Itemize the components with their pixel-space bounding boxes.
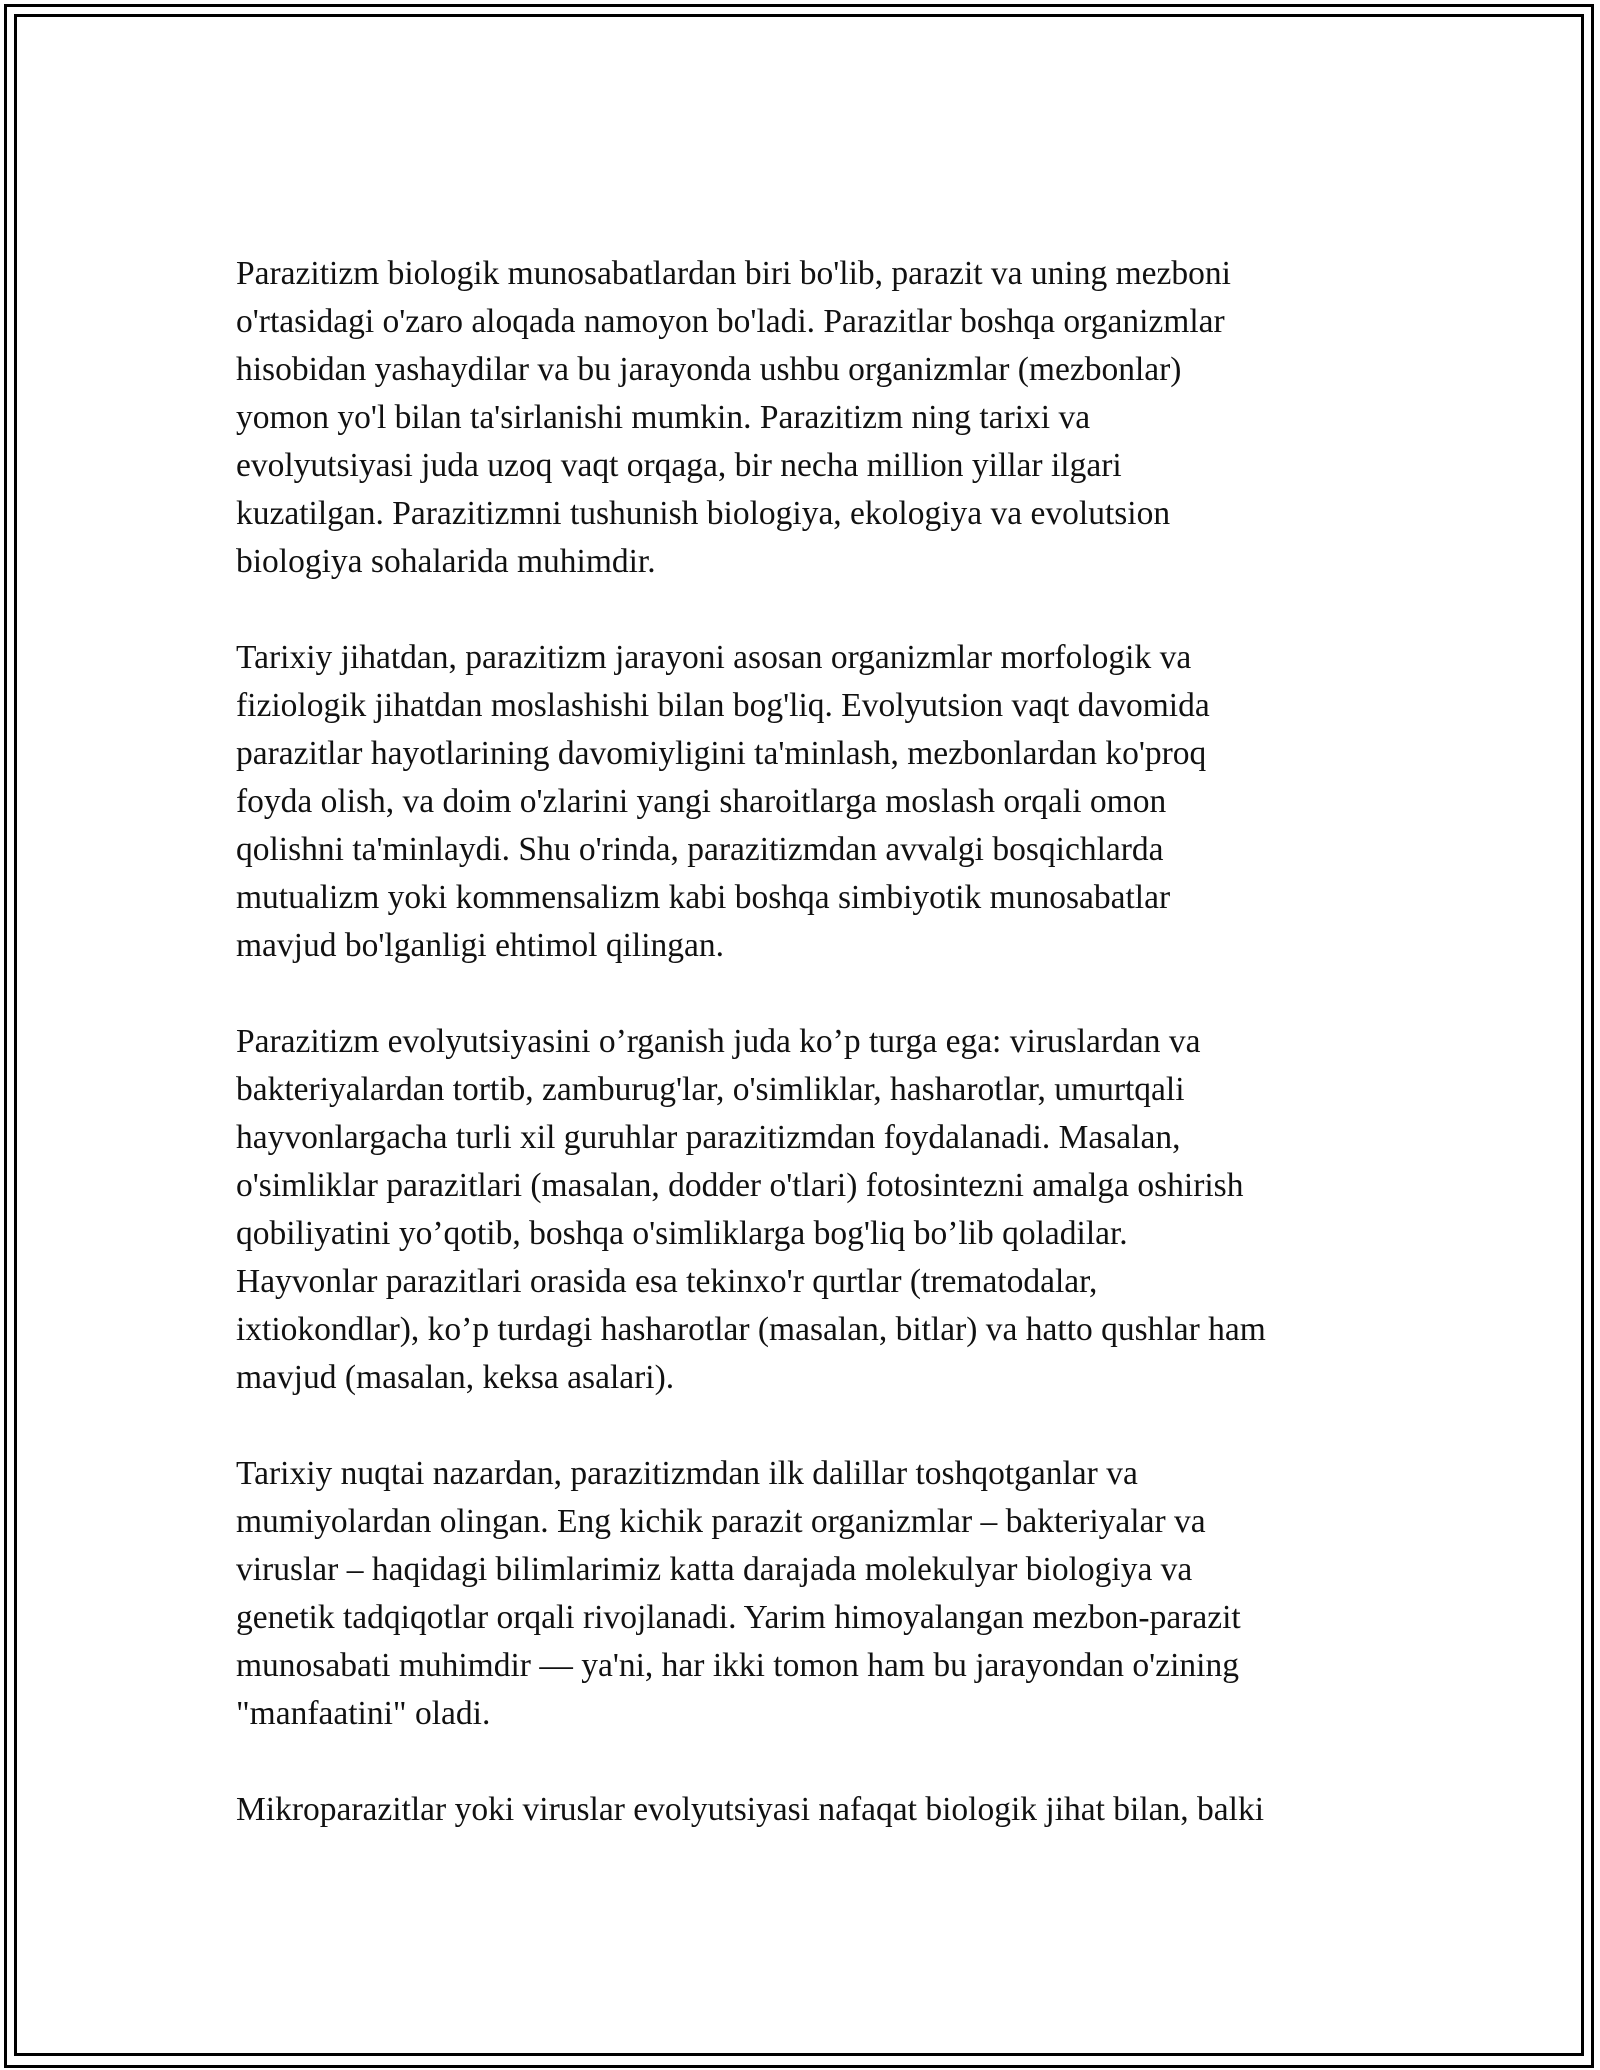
document-body (236, 250, 1376, 1882)
paragraph-2: Tarixiy jihatdan, parazitizm jarayoni asosan organizmlar morfologik va fiziologik jihatdan moslashishi bilan bog'liq. Evolyutsion vaqt davomida parazitlar hayotlarining davomiyligini ta'minlash, mezbonlardan ko'proq foyda olish, va doim o'zlarini yangi sharoitlarga moslash orqali omon qolishni ta'minlaydi. Shu o'rinda, parazitizmdan avvalgi bosqichlarda mutualizm yoki kommensalizm kabi boshqa simbiyotik munosabatlar mavjud bo'lganligi ehtimol qilingan. (236, 639, 1210, 964)
paragraph-4: Tarixiy nuqtai nazardan, parazitizmdan ilk dalillar toshqotganlar va mumiyolardan olingan. Eng kichik parazit organizmlar – bakteriyalar va viruslar – haqidagi bilimlarimiz katta darajada molekulyar biologiya va genetik tadqiqotlar orqali rivojlanadi. Yarim himoyalangan mezbon-parazit munosabati muhimdir — ya'ni, har ikki tomon ham bu jarayondan o'zining "manfaatini" oladi. (236, 1455, 1241, 1732)
paragraph-5: Mikroparazitlar yoki viruslar evolyutsiyasi nafaqat biologik jihat bilan, balki (236, 1791, 1265, 1828)
paragraph-1: Parazitizm biologik munosabatlardan biri bo'lib, parazit va uning mezboni o'rtasidagi o'zaro aloqada namoyon bo'ladi. Parazitlar boshqa organizmlar hisobidan yashaydilar va bu jarayonda ushbu organizmlar (mezbonlar) yomon yo'l bilan ta'sirlanishi mumkin. Parazitizm ning tarixi va evolyutsiyasi juda uzoq vaqt orqaga, bir necha million yillar ilgari kuzatilgan. Parazitizmni tushunish biologiya, ekologiya va evolutsion biologiya sohalarida muhimdir. (236, 255, 1231, 580)
paragraph-3: Parazitizm evolyutsiyasini o’rganish juda ko’p turga ega: viruslardan va bakteriyalardan tortib, zamburug'lar, o'simliklar, hasharotlar, umurtqali hayvonlargacha turli xil guruhlar parazitizmdan foydalanadi. Masalan, o'simliklar parazitlari (masalan, dodder o'tlari) fotosintezni amalga oshirish qobiliyatini yo’qotib, boshqa o'simliklarga bog'liq bo’lib qoladilar. Hayvonlar parazitlari orasida esa tekinxo'r qurtlar (trematodalar, ixtiokondlar), ko’p turdagi hasharotlar (masalan, bitlar) va hatto qushlar ham mavjud (masalan, keksa asalari). (236, 1023, 1266, 1396)
